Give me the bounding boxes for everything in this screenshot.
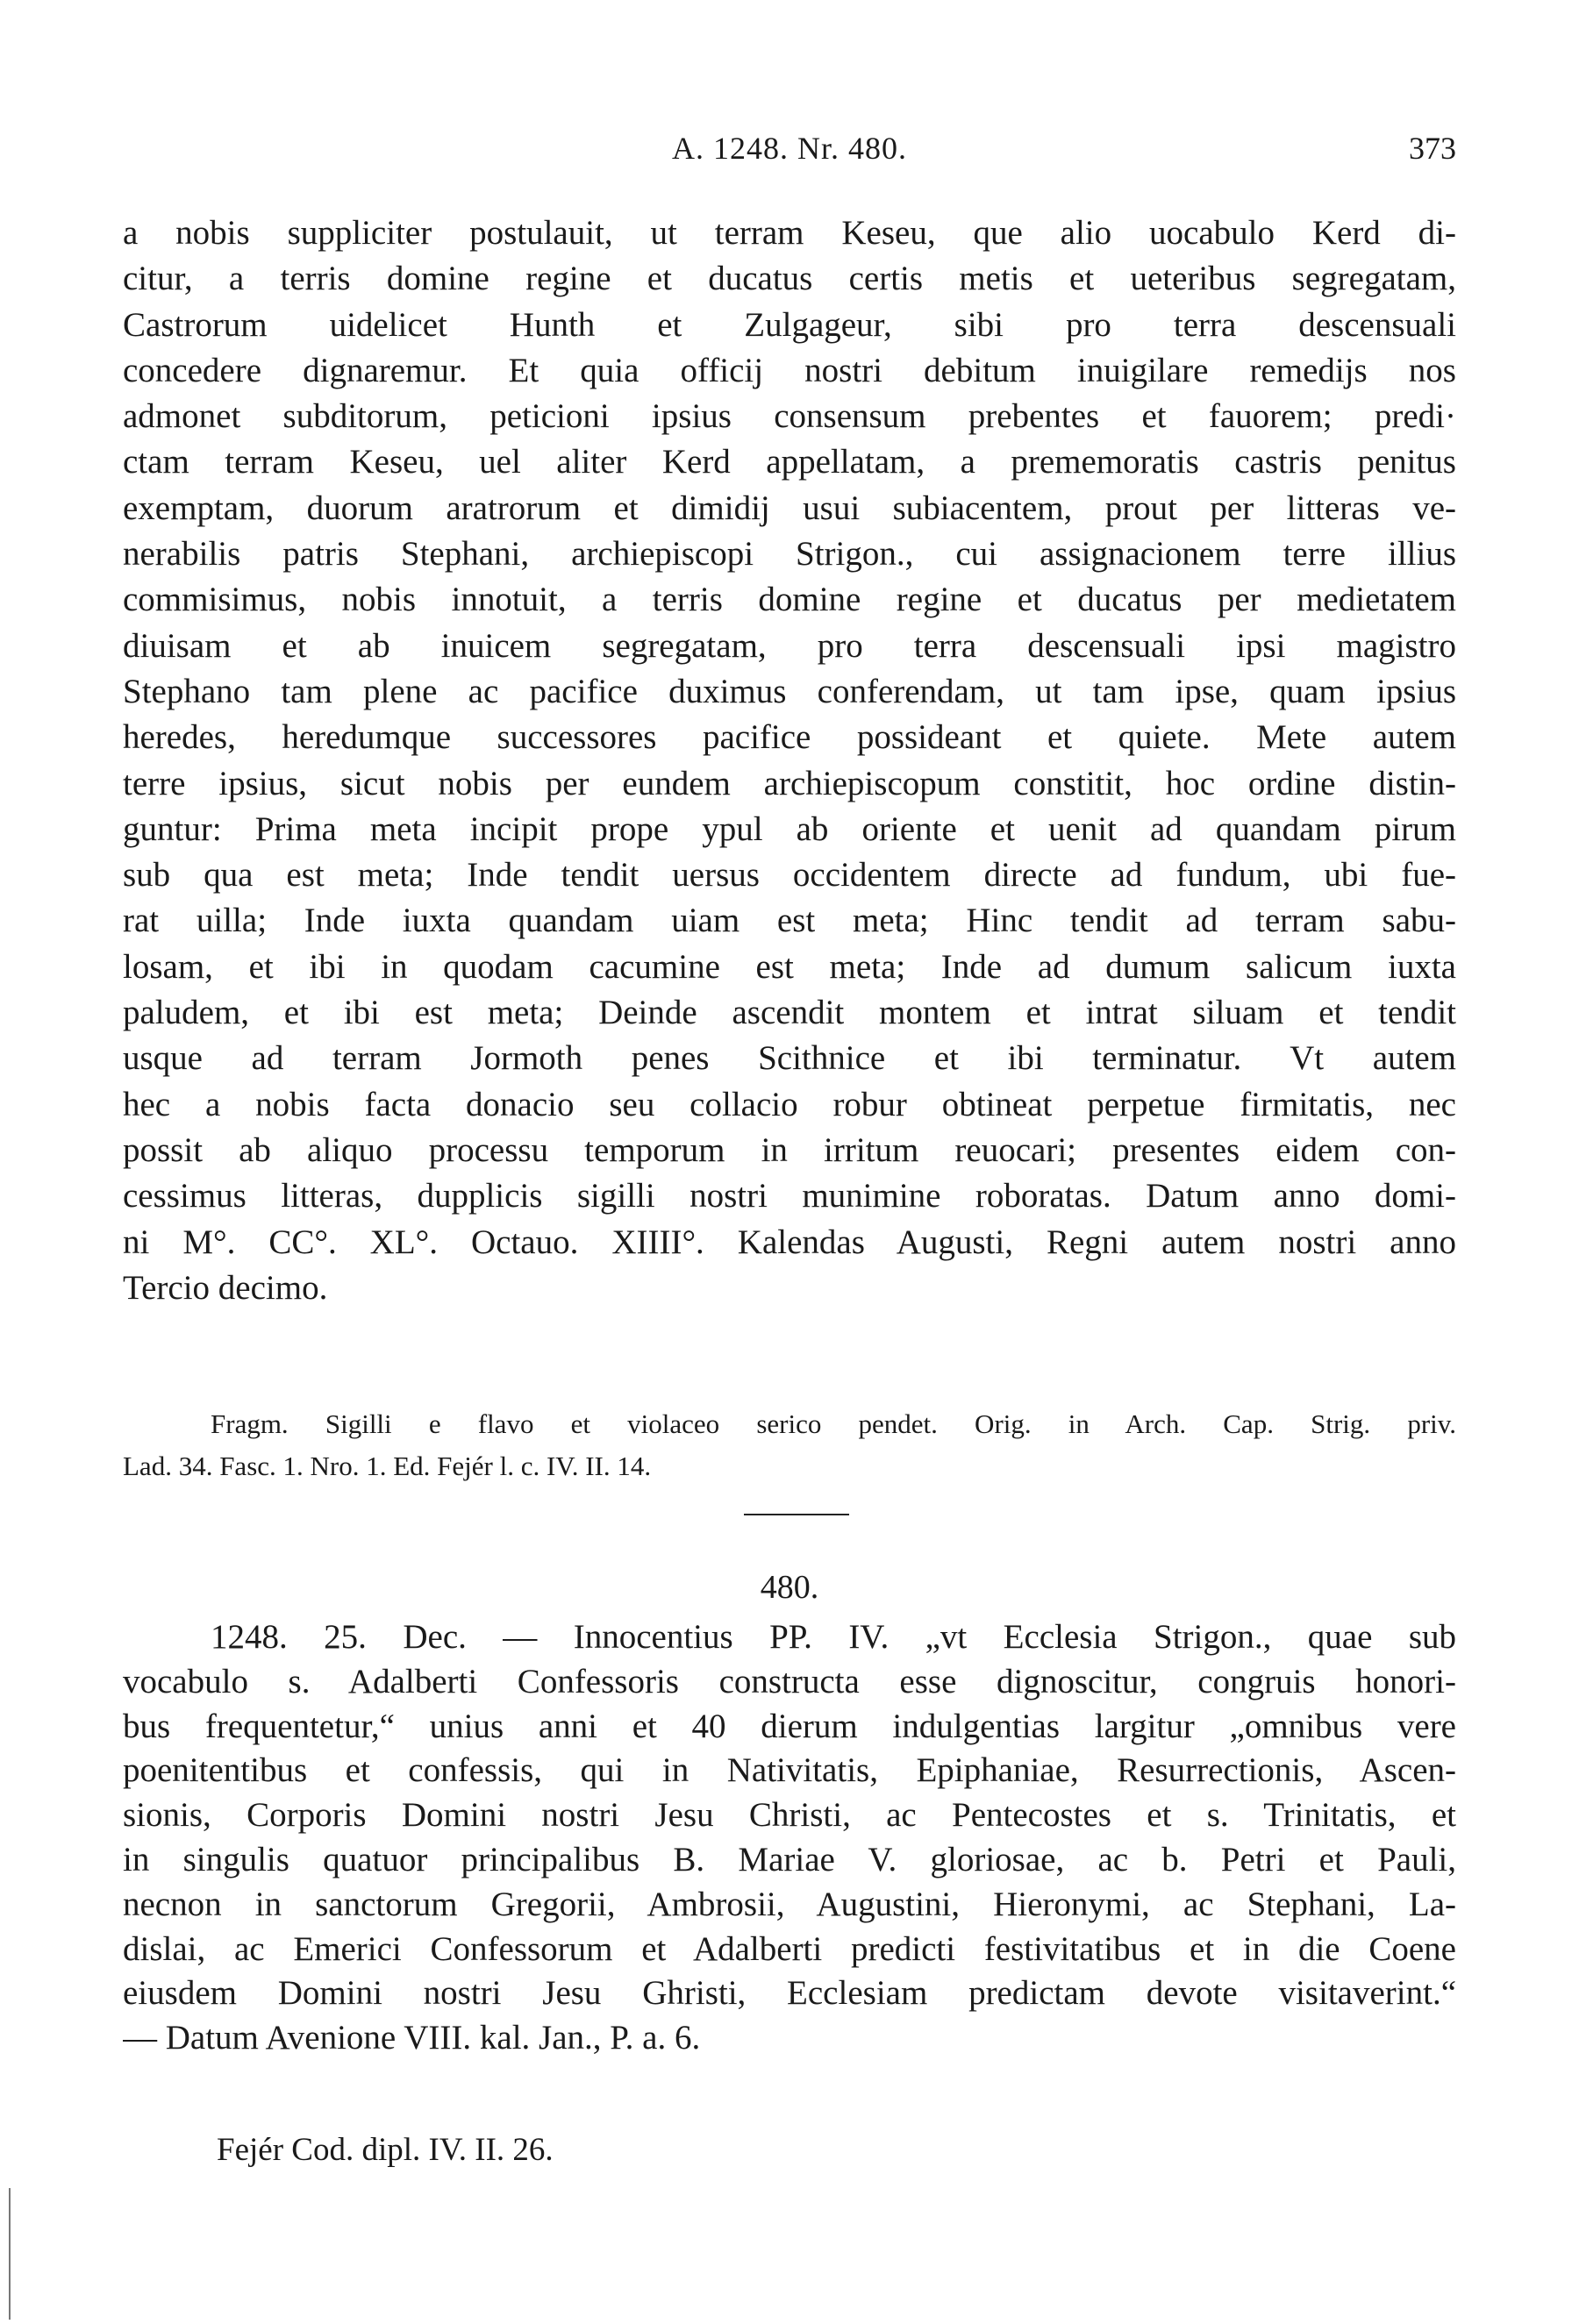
text-line: sionis, Corporis Domini nostri Jesu Christi, ac Pentecostes et s. Trinitatis, et (123, 1796, 1456, 1835)
text-line: 1248. 25. Dec. — Innocentius PP. IV. „vt Ecclesia Strigon., quae sub (211, 1618, 1456, 1656)
text-line: Castrorum uidelicet Hunth et Zulgageur, sibi pro terra descensuali (123, 305, 1456, 344)
text-line: nerabilis patris Stephani, archiepiscopi Strigon., cui assignacionem terre illius (123, 535, 1456, 574)
text-line: heredes, heredumque successores pacifice possideant et quiete. Mete autem (123, 718, 1456, 757)
regest-text (123, 1615, 1456, 2061)
text-line: losam, et ibi in quodam cacumine est meta; Inde ad dumum salicum iuxta (123, 947, 1456, 986)
charter-text (123, 210, 1456, 1311)
text-line: possit ab aliquo processu temporum in irritum reuocari; presentes eidem con- (123, 1130, 1456, 1169)
text-line: dislai, ac Emerici Confessorum et Adalberti predicti festivitatibus et in die Coene (123, 1929, 1456, 1968)
text-line: cessimus litteras, dupplicis sigilli nostri munimine roboratas. Datum anno domi- (123, 1177, 1456, 1215)
scan-edge-mark (9, 2188, 11, 2320)
text-line: diuisam et ab inuicem segregatam, pro terra descensuali ipsi magistro (123, 626, 1456, 665)
text-line: vocabulo s. Adalberti Confessoris constructa esse dignoscitur, congruis honori- (123, 1662, 1456, 1700)
text-line: admonet subditorum, peticioni ipsius consensum prebentes et fauorem; predi· (123, 397, 1456, 436)
text-line: paludem, et ibi est meta; Deinde ascendit montem et intrat siluam et tendit (123, 994, 1456, 1032)
source-note (123, 1403, 1456, 1487)
text-line: in singulis quatuor principalibus B. Mariae V. gloriosae, ac b. Petri et Pauli, (123, 1840, 1456, 1878)
text-line: commisimus, nobis innotuit, a terris domine regine et ducatus per medietatem (123, 581, 1456, 619)
text-line: Tercio decimo. (123, 1268, 328, 1307)
text-line: exemptam, duorum aratrorum et dimidij usui subiacentem, prout per litteras ve- (123, 488, 1456, 527)
note-line: Lad. 34. Fasc. 1. Nro. 1. Ed. Fejér l. c. IV. II. 14. (123, 1451, 652, 1481)
running-title: A. 1248. Nr. 480. (672, 131, 907, 166)
page-header (123, 130, 1456, 174)
text-line: hec a nobis facta donacio seu collacio robur obtineat perpetue firmitatis, nec (123, 1085, 1456, 1123)
document-number: 480. (760, 1569, 819, 1606)
text-line: a nobis suppliciter postulauit, ut terram Keseu, que alio uocabulo Kerd di- (123, 214, 1456, 252)
text-line: citur, a terris domine regine et ducatus certis metis et ueteribus segregatam, (123, 260, 1456, 298)
source-citation: Fejér Cod. dipl. IV. II. 26. (217, 2132, 554, 2168)
text-line: — Datum Avenione VIII. kal. Jan., P. a. 6. (123, 2019, 701, 2057)
text-line: ni M°. CC°. XL°. Octauo. XIIII°. Kalendas Augusti, Regni autem nostri anno (123, 1223, 1456, 1261)
text-line: terre ipsius, sicut nobis per eundem archiepiscopum constitit, hoc ordine distin- (123, 764, 1456, 802)
note-line: Fragm. Sigilli e flavo et violaceo serico pendet. Orig. in Arch. Cap. Strig. priv. (211, 1408, 1456, 1439)
text-line: ctam terram Keseu, uel aliter Kerd appellatam, a prememoratis castris penitus (123, 443, 1456, 481)
page-number: 373 (1409, 131, 1456, 166)
text-line: poenitentibus et confessis, qui in Nativitatis, Epiphaniae, Resurrectionis, Ascen- (123, 1751, 1456, 1790)
text-line: guntur: Prima meta incipit prope ypul ab oriente et uenit ad quandam pirum (123, 809, 1456, 848)
text-line: eiusdem Domini nostri Jesu Ghristi, Ecclesiam predictam devote visitaverint.“ (123, 1974, 1456, 2013)
text-line: rat uilla; Inde iuxta quandam uiam est meta; Hinc tendit ad terram sabu- (123, 902, 1456, 940)
text-line: sub qua est meta; Inde tendit uersus occidentem directe ad fundum, ubi fue- (123, 856, 1456, 895)
text-line: necnon in sanctorum Gregorii, Ambrosii, Augustini, Hieronymi, ac Stephani, La- (123, 1885, 1456, 1923)
section-divider (744, 1514, 849, 1515)
text-line: usque ad terram Jormoth penes Scithnice et ibi terminatur. Vt autem (123, 1039, 1456, 1078)
text-line: concedere dignaremur. Et quia officij nostri debitum inuigilare remedijs nos (123, 351, 1456, 389)
text-line: Stephano tam plene ac pacifice duximus conferendam, ut tam ipse, quam ipsius (123, 672, 1456, 710)
text-line: bus frequentetur,“ unius anni et 40 dierum indulgentias largitur „omnibus vere (123, 1707, 1456, 1745)
